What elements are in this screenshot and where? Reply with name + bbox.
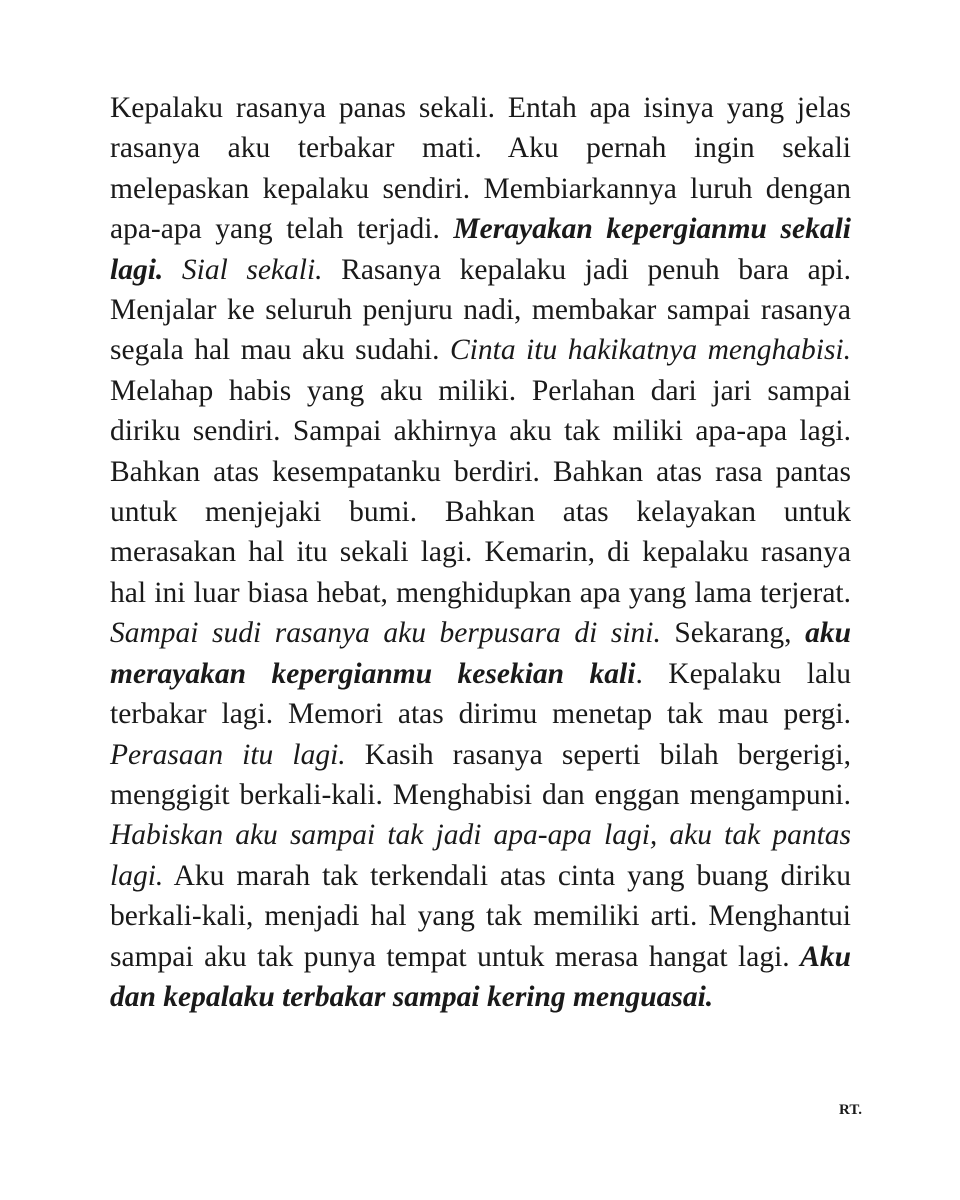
italic-segment: Habiskan aku sampai tak jadi apa-apa lagi, aku tak pantas lagi. [110, 819, 851, 892]
text-segment: Aku marah tak terkendali atas cinta yang buang diriku berkali-kali, menjadi hal yang tak memiliki arti. Menghantui sampai aku tak punya tempat untuk merasa hangat lagi. [110, 859, 851, 973]
text-segment: . Kepalaku lalu terbakar lagi. Memori atas dirimu menetap tak mau pergi. [110, 657, 851, 731]
text-segment: Melahap habis yang aku miliki. Perlahan dari jari sampai diriku sendiri. Sampai akhirnya aku tak miliki apa-apa lagi. Bahkan atas kesempatanku berdiri. Bahkan atas rasa pantas untuk menjejaki bumi. Bahkan atas kelayakan untuk merasakan hal itu sekali lagi. Kemarin, di kepalaku rasanya hal ini luar biasa hebat, menghidupkan apa yang lama terjerat. [110, 374, 851, 609]
text-segment: Kasih rasanya seperti bilah bergerigi, menggigit berkali-kali. Menghabisi dan enggan mengampuni. [110, 738, 851, 811]
text-segment: Rasanya kepalaku jadi penuh bara api. Menjalar ke seluruh penjuru nadi, membakar sampai rasanya segala hal mau aku sudahi. [110, 253, 852, 367]
author-signature: RT. [839, 1102, 862, 1118]
italic-segment: Cinta itu hakikatnya menghabisi. [450, 334, 852, 367]
body-paragraph [110, 88, 851, 1017]
italic-segment: Sial sekali. [181, 253, 323, 286]
emphasis-segment: Aku dan kepalaku terbakar sampai kering menguasai. [110, 940, 851, 1013]
italic-segment: Sampai sudi rasanya aku berpusara di sini. [110, 617, 661, 650]
text-segment: Sekarang, [660, 617, 806, 650]
emphasis-segment: Merayakan kepergianmu sekali lagi. [110, 213, 851, 286]
text-segment [163, 254, 182, 286]
text-segment: Kepalaku rasanya panas sekali. Entah apa isinya yang jelas rasanya aku terbakar mati. Aku pernah ingin sekali melepaskan kepalaku sendiri. Membiarkannya luruh dengan apa-apa yang telah terjadi. [110, 92, 851, 246]
italic-segment: Perasaan itu lagi. [110, 738, 346, 771]
emphasis-segment: aku merayakan kepergianmu kesekian kali [110, 617, 851, 690]
